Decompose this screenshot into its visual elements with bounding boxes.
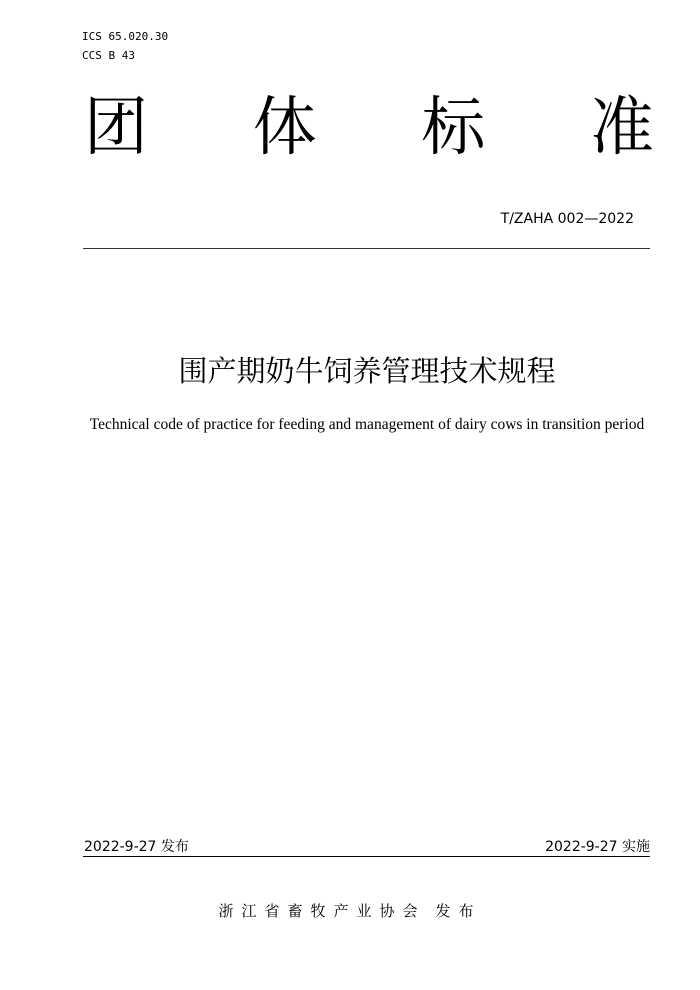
document-title-zh: 围产期奶牛饲养管理技术规程 [178, 354, 556, 388]
implementation-date: 2022-9-27 实施 [545, 839, 650, 855]
publisher-action: 发布 [435, 902, 482, 920]
standard-type-char: 体 [252, 91, 317, 165]
standard-number: T/ZAHA 002—2022 [500, 211, 634, 227]
ics-code: ICS 65.020.30 [82, 30, 169, 43]
issue-date: 2022-9-27 发布 [84, 839, 189, 855]
ccs-code: CCS B 43 [82, 49, 135, 62]
publisher-organization: 浙江省畜牧产业协会 [218, 902, 426, 920]
standard-type-char: 标 [421, 91, 486, 165]
bottom-divider [83, 856, 650, 857]
standard-type-char: 团 [84, 91, 148, 165]
standard-type-char: 准 [589, 91, 654, 165]
document-title-en: Technical code of practice for feeding and management of dairy cows in transition period [89, 416, 645, 433]
top-divider [83, 248, 650, 249]
standard-type-heading [84, 88, 654, 168]
publisher-line [0, 901, 700, 921]
